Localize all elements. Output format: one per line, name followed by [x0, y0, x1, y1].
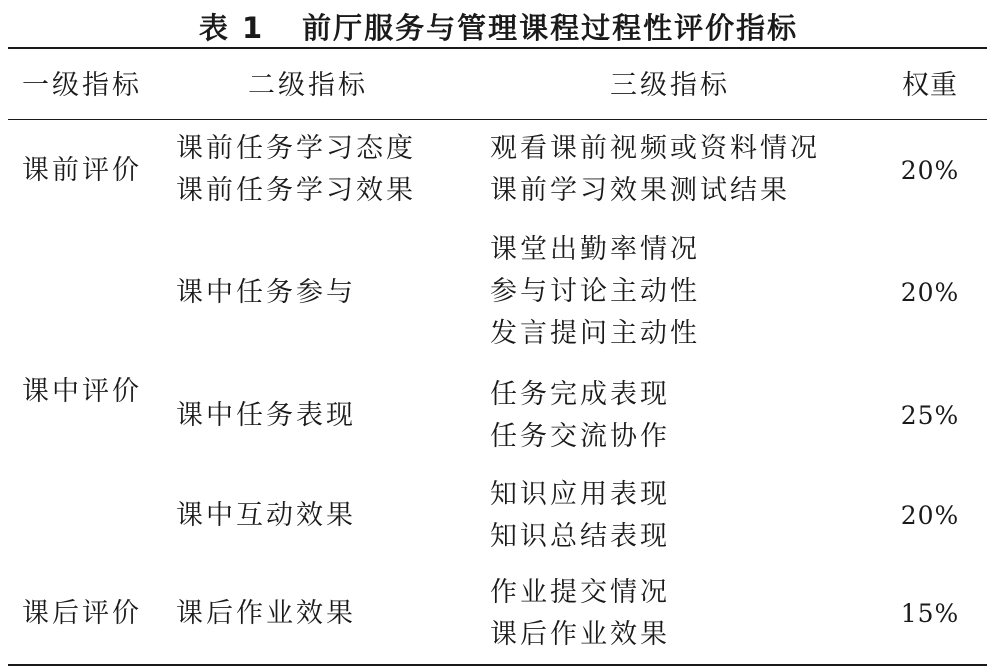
- level2-cell: [176, 395, 356, 437]
- table-top-rule: [8, 47, 987, 49]
- level1-cell-pre-class: 课前评价: [22, 155, 142, 186]
- level2-line: 课前任务学习效果: [176, 175, 416, 206]
- level3-line: 课堂出勤率情况: [490, 234, 700, 265]
- level1-cell-post-class: 课后评价: [22, 598, 142, 629]
- level3-line: 课前学习效果测试结果: [490, 175, 790, 206]
- header-weight: 权重: [902, 70, 958, 101]
- level2-line: 课前任务学习态度: [176, 133, 416, 164]
- level2-cell: [176, 495, 356, 537]
- weight-cell: 15%: [900, 599, 960, 628]
- table-number: 表 1: [198, 11, 265, 45]
- level2-cell: [176, 128, 416, 212]
- level3-line: 知识应用表现: [490, 479, 670, 510]
- weight-cell: 20%: [900, 501, 960, 530]
- level3-cell: [490, 572, 670, 656]
- weight-cell: 25%: [900, 401, 960, 430]
- level2-line: 课中任务参与: [176, 277, 356, 308]
- level2-cell: [176, 272, 356, 314]
- level3-line: 任务交流协作: [490, 421, 670, 452]
- table-bottom-rule: [8, 664, 987, 666]
- level2-line: 课中互动效果: [176, 500, 356, 531]
- header-level3: 三级指标: [610, 70, 730, 101]
- level3-cell: [490, 229, 700, 355]
- level3-line: 发言提问主动性: [490, 318, 700, 349]
- level2-cell: [176, 593, 356, 635]
- level2-line: 课中任务表现: [176, 400, 356, 431]
- level3-cell: [490, 374, 670, 458]
- level3-line: 观看课前视频或资料情况: [490, 133, 820, 164]
- level3-line: 任务完成表现: [490, 379, 670, 410]
- table-header-rule: [8, 119, 987, 120]
- level3-line: 知识总结表现: [490, 521, 670, 552]
- table-caption: [0, 6, 997, 47]
- level1-cell-in-class: 课中评价: [22, 376, 142, 407]
- weight-cell: 20%: [900, 278, 960, 307]
- header-level2: 二级指标: [248, 70, 368, 101]
- header-level1: 一级指标: [22, 70, 142, 101]
- level3-line: 参与讨论主动性: [490, 276, 700, 307]
- table-title: 前厅服务与管理课程过程性评价指标: [302, 11, 799, 45]
- level2-line: 课后作业效果: [176, 598, 356, 629]
- weight-cell: 20%: [900, 156, 960, 185]
- level3-cell: [490, 474, 670, 558]
- level3-cell: [490, 128, 820, 212]
- level3-line: 作业提交情况: [490, 577, 670, 608]
- level3-line: 课后作业效果: [490, 619, 670, 650]
